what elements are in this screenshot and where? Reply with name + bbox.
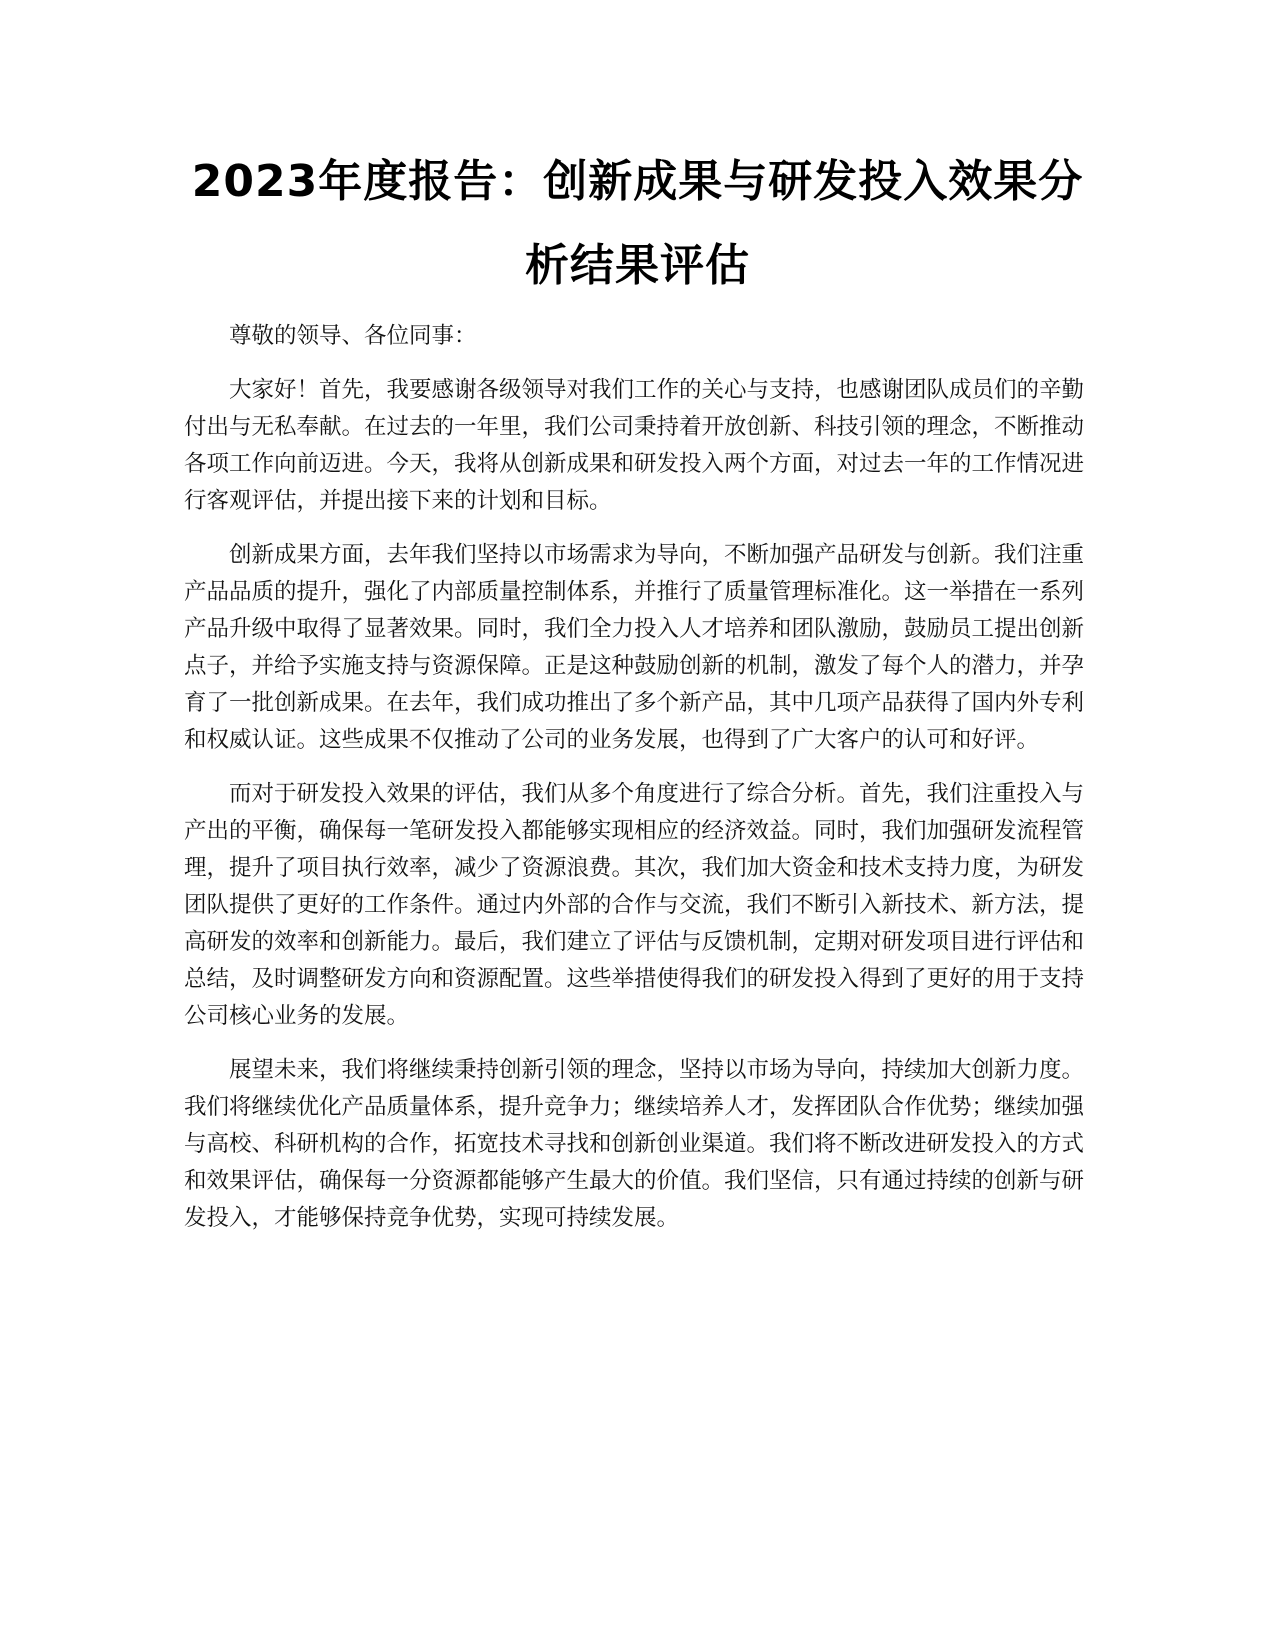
paragraph-outlook: 展望未来，我们将继续秉持创新引领的理念，坚持以市场为导向，持续加大创新力度。我们将继续优化产品质量体系，提升竞争力；继续培养人才，发挥团队合作优势；继续加强与高校、科研机构的合作，拓宽技术寻找和创新创业渠道。我们将不断改进研发投入的方式和效果评估，确保每一分资源都能够产生最大的价值。我们坚信，只有通过持续的创新与研发投入，才能够保持竞争优势，实现可持续发展。 (184, 1057, 1085, 1231)
salutation: 尊敬的领导、各位同事： (229, 323, 477, 349)
paragraph-rd-evaluation: 而对于研发投入效果的评估，我们从多个角度进行了综合分析。首先，我们注重投入与产出的平衡，确保每一笔研发投入都能够实现相应的经济效益。同时，我们加强研发流程管理，提升了项目执行效率，减少了资源浪费。其次，我们加大资金和技术支持力度，为研发团队提供了更好的工作条件。通过内外部的合作与交流，我们不断引入新技术、新方法，提高研发的效率和创新能力。最后，我们建立了评估与反馈机制，定期对研发项目进行评估和总结，及时调整研发方向和资源配置。这些举措使得我们的研发投入得到了更好的用于支持公司核心业务的发展。 (184, 781, 1085, 1029)
paragraph-innovation-results: 创新成果方面，去年我们坚持以市场需求为导向，不断加强产品研发与创新。我们注重产品品质的提升，强化了内部质量控制体系，并推行了质量管理标准化。这一举措在一系列产品升级中取得了显著效果。同时，我们全力投入人才培养和团队激励，鼓励员工提出创新点子，并给予实施支持与资源保障。正是这种鼓励创新的机制，激发了每个人的潜力，并孕育了一批创新成果。在去年，我们成功推出了多个新产品，其中几项产品获得了国内外专利和权威认证。这些成果不仅推动了公司的业务发展，也得到了广大客户的认可和好评。 (184, 542, 1085, 753)
paragraph-intro: 大家好！首先，我要感谢各级领导对我们工作的关心与支持，也感谢团队成员们的辛勤付出与无私奉献。在过去的一年里，我们公司秉持着开放创新、科技引领的理念，不断推动各项工作向前迈进。今天，我将从创新成果和研发投入两个方面，对过去一年的工作情况进行客观评估，并提出接下来的计划和目标。 (184, 377, 1085, 514)
document-body (184, 318, 1084, 1254)
document-title: 2023年度报告：创新成果与研发投入效果分析结果评估 (191, 156, 1084, 291)
